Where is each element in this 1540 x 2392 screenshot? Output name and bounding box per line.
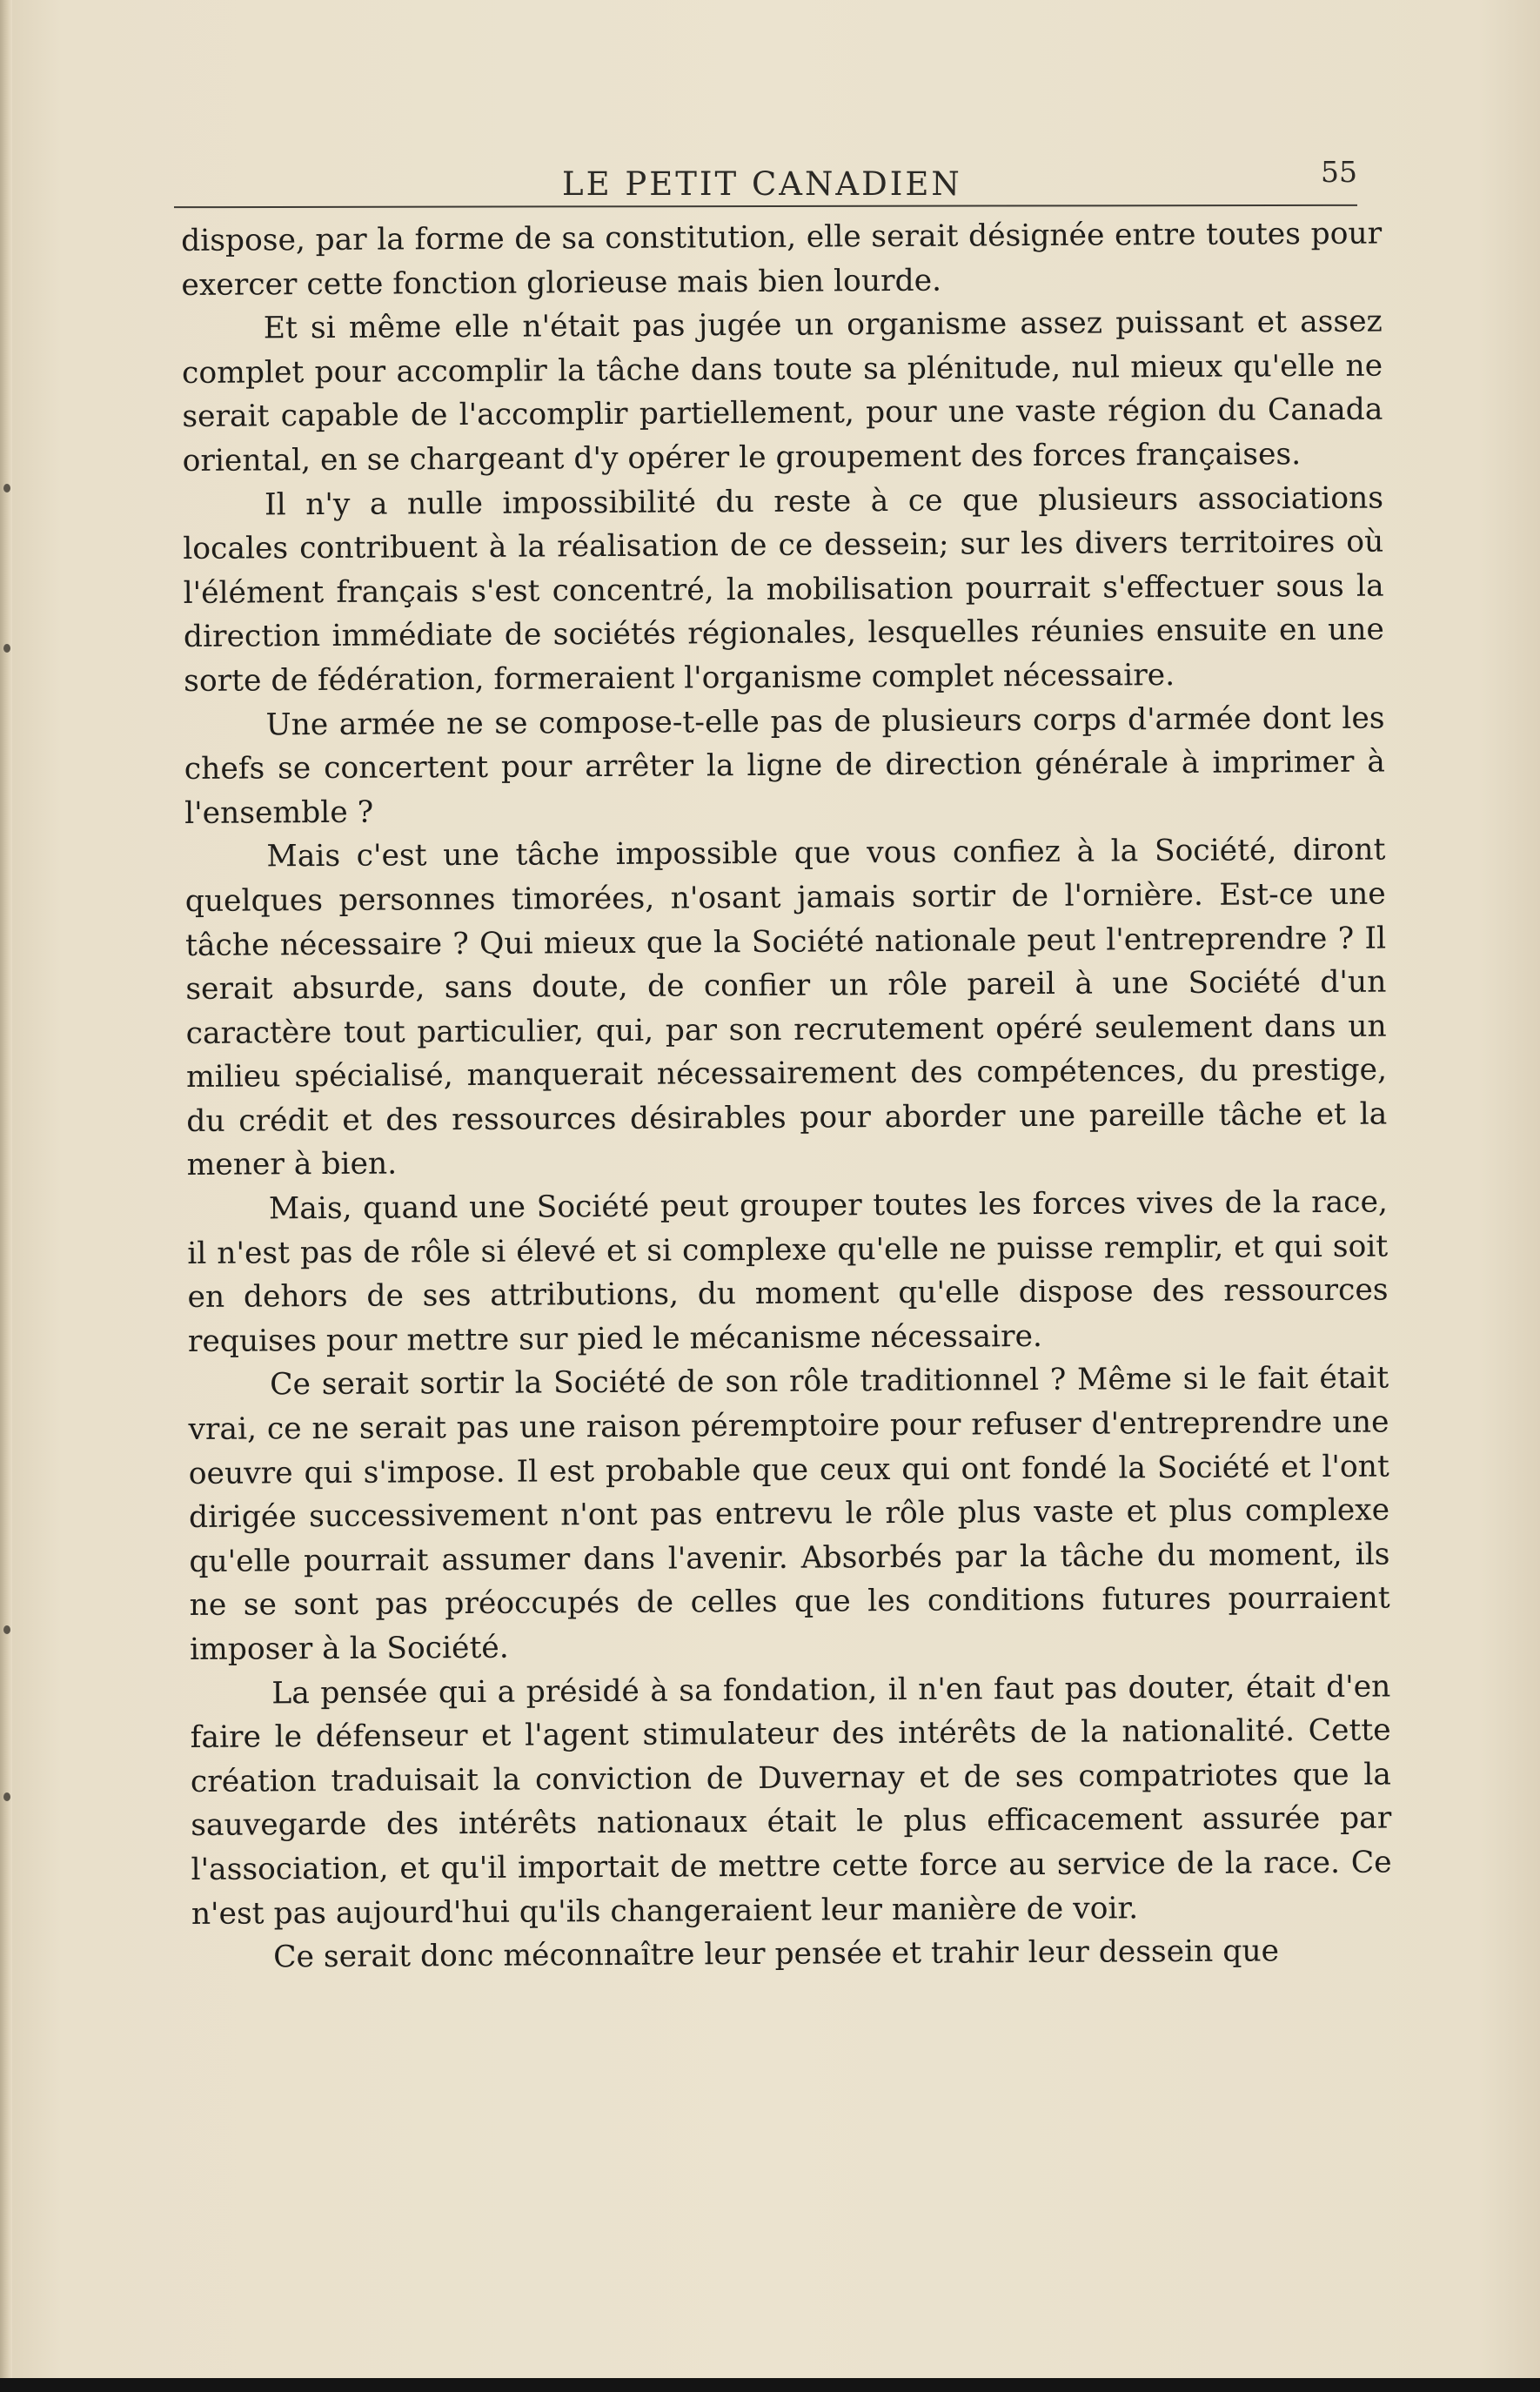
paragraph: Il n'y a nulle impossibilité du reste à ce que plusieurs associations locales contribuent à la réalisation de ce dessein; sur les divers territoires où l'élément français s'est concentré, la mobilisation pourrait s'effectuer sous la direction immédiate de sociétés régionales, lesquelles réunies ensuite en une sorte de fédération, formeraient l'organisme complet nécessaire. — [183, 480, 1385, 699]
body-text — [181, 212, 1392, 1980]
paragraph: La pensée qui a présidé à sa fondation, il n'en faut pas douter, était d'en faire le défenseur et l'agent stimulateur des intérêts de la nationalité. Cette création traduisait la conviction de Duvernay et de ses compatriotes que la sauvegarde des intérêts nationaux était le plus efficacement assurée par l'association, et qu'il importait de mettre cette force au service de la race. Ce n'est pas aujourd'hui qu'ils changeraient leur manière de voir. — [190, 1669, 1392, 1932]
paragraph: Ce serait donc méconnaître leur pensée et trahir leur dessein que — [273, 1933, 1280, 1975]
header-rule — [174, 204, 1357, 208]
page-gutter-edge — [0, 0, 12, 2392]
paragraph: dispose, par la forme de sa constitution, elle serait désignée entre toutes pour exercer cette fonction glorieuse mais bien lourde. — [181, 216, 1383, 303]
margin-speck — [3, 484, 10, 492]
paragraph: Mais, quand une Société peut grouper toutes les forces vives de la race, il n'est pas de rôle si élevé et si complexe qu'elle ne puisse remplir, et qui soit en dehors de ses attributions, du moment qu'elle dispose des ressources requises pour mettre sur pied le mécanisme nécessaire. — [187, 1184, 1389, 1359]
paragraph: Une armée ne se compose-t-elle pas de plusieurs corps d'armée dont les chefs se concertent pour arrêter la ligne de direction générale à imprimer à l'ensemble ? — [184, 700, 1385, 831]
running-header — [174, 155, 1357, 207]
margin-speck — [3, 644, 10, 653]
paragraph: Ce serait sortir la Société de son rôle traditionnel ? Même si le fait était vrai, ce ne serait pas une raison péremptoire pour refuser d'entreprendre une oeuvre qui s'impose. Il est probable que ceux qui ont fondé la Société et l'ont dirigée successivement n'ont pas entrevu le rôle plus vaste et plus complexe qu'elle pourrait assumer dans l'avenir. Absorbés par la tâche du moment, ils ne se sont pas préoccupés de celles que les conditions futures pourraient imposer à la Société. — [188, 1360, 1390, 1667]
paragraph: Mais c'est une tâche impossible que vous confiez à la Société, diront quelques personnes timorées, n'osant jamais sortir de l'ornière. Est-ce une tâche nécessaire ? Qui mieux que la Société nationale peut l'entreprendre ? Il serait absurde, sans doute, de confier un rôle pareil à une Société d'un caractère tout particulier, qui, par son recrutement opéré seulement dans un milieu spécialisé, manquerait nécessairement des compétences, du prestige, du crédit et des ressources désirables pour aborder une pareille tâche et la mener à bien. — [184, 832, 1388, 1183]
margin-speck — [3, 1792, 10, 1801]
paragraph: Et si même elle n'était pas jugée un organisme assez puissant et assez complet pour accomplir la tâche dans toute sa plénitude, nul mieux qu'elle ne serait capable de l'accomplir partiellement, pour une vaste région du Canada oriental, en se chargeant d'y opérer le groupement des forces françaises. — [181, 304, 1383, 479]
page-number: 55 — [1321, 155, 1357, 189]
running-title: LE PETIT CANADIEN — [562, 165, 962, 203]
margin-speck — [3, 1625, 10, 1634]
scan-bottom-border — [0, 2378, 1540, 2392]
